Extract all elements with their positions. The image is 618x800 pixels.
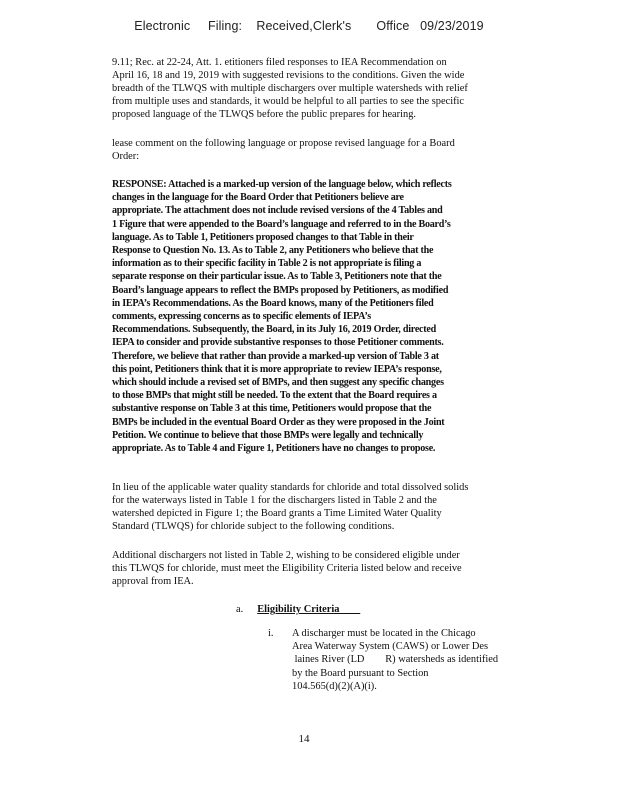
section-title: Eligibility Criteria bbox=[257, 604, 361, 615]
text-line: April 16, 18 and 19, 2019 with suggested revisions to the conditions. Given the wide bbox=[112, 70, 465, 82]
text-line: which should include a revised set of BMPs, and then suggest any specific changes bbox=[112, 377, 444, 389]
text-line: In lieu of the applicable water quality standards for chloride and total dissolved solids bbox=[112, 482, 469, 493]
text-line: breadth of the TLWQS with multiple dischargers over multiple watersheds with relief bbox=[112, 83, 468, 95]
intro-paragraph bbox=[112, 56, 468, 121]
text-line: from multiple uses and standards, it would be helpful to all parties to see the specific bbox=[112, 96, 465, 108]
list-item-text bbox=[292, 627, 502, 693]
text-line: A discharger must be located in the Chicago bbox=[292, 628, 476, 639]
question-paragraph bbox=[112, 137, 462, 163]
text-line: substantive response on Table 3 at this time, Petitioners would propose that the bbox=[112, 403, 432, 415]
response-label: RESPONSE: bbox=[112, 179, 167, 190]
additional-dischargers-paragraph bbox=[112, 549, 462, 588]
response-paragraph bbox=[112, 178, 452, 455]
section-heading-eligibility bbox=[236, 604, 360, 615]
page-number: 14 bbox=[298, 733, 310, 745]
section-letter: a. bbox=[236, 604, 244, 615]
text-line: separate response on their particular issue. As to Table 3, Petitioners note that the bbox=[112, 271, 442, 283]
text-line: approval from IEA. bbox=[112, 576, 194, 588]
text-line: in IEPA’s Recommendations. As the Board knows, many of the Petitioners filed bbox=[112, 297, 434, 309]
text-line: Recommendations. Subsequently, the Board, in its July 16, 2019 Order, directed bbox=[112, 324, 436, 336]
text-line: 9.11; Rec. at 22-24, Att. 1. etitioners filed responses to IEA Recommendation on bbox=[112, 57, 447, 68]
text-line: laines River (LD R) watersheds as identified bbox=[292, 654, 499, 666]
text-line: watershed depicted in Figure 1; the Board grants a Time Limited Water Quality bbox=[112, 508, 442, 520]
text-line bbox=[112, 178, 452, 191]
text-line: to those BMPs that might still be needed. To the extent that the Board requires a bbox=[112, 390, 437, 402]
response-first-line: Attached is a marked-up version of the language below, which reflects bbox=[166, 179, 452, 190]
text-line: for the waterways listed in Table 1 for the dischargers listed in Table 2 and the bbox=[112, 495, 437, 507]
text-line: Board’s language appears to reflect the BMPs proposed by Petitioners, as modified bbox=[112, 284, 449, 296]
text-line: Petition. We continue to believe that those BMPs were legally and technically bbox=[112, 429, 424, 441]
filing-header: Electronic Filing: Received,Clerk's Office 09/23/2019 bbox=[134, 19, 484, 33]
text-line: by the Board pursuant to Section bbox=[292, 667, 429, 679]
text-line: this point, Petitioners think that it is more appropriate to review IEPA’s response, bbox=[112, 363, 442, 375]
text-line: appropriate. The attachment does not include revised versions of the 4 Tables and bbox=[112, 205, 443, 217]
text-line: appropriate. As to Table 4 and Figure 1, Petitioners have no changes to propose. bbox=[112, 443, 436, 455]
text-line: Additional dischargers not listed in Table 2, wishing to be considered eligible under bbox=[112, 550, 460, 561]
text-line: 1 Figure that were appended to the Board’s language and referred to in the Board’s bbox=[112, 218, 451, 230]
text-line: comments, expressing concerns as to specific elements of IEPA’s bbox=[112, 311, 371, 323]
lieu-paragraph bbox=[112, 481, 469, 533]
text-line: Response to Question No. 13. As to Table 2, any Petitioners who believe that the bbox=[112, 245, 434, 257]
text-line: Area Waterway System (CAWS) or Lower Des bbox=[292, 641, 489, 653]
text-line: IEPA to consider and provide substantive responses to those Petitioner comments. bbox=[112, 337, 444, 349]
text-line: proposed language of the TLWQS before the public prepares for hearing. bbox=[112, 109, 417, 121]
text-line: information as to their specific facility in Table 2 is not appropriate is filing a bbox=[112, 258, 422, 270]
text-line: Therefore, we believe that rather than provide a marked-up version of Table 3 at bbox=[112, 350, 439, 362]
text-line: 104.565(d)(2)(A)(i). bbox=[292, 680, 377, 692]
text-line: lease comment on the following language or propose revised language for a Board bbox=[112, 138, 455, 149]
text-line: Standard (TLWQS) for chloride subject to the following conditions. bbox=[112, 521, 395, 533]
text-line: BMPs be included in the eventual Board Order as they were proposed in the Joint bbox=[112, 416, 445, 428]
text-line: changes in the language for the Board Order that Petitioners believe are bbox=[112, 192, 404, 204]
list-numeral: i. bbox=[268, 628, 274, 639]
text-line: Order: bbox=[112, 151, 140, 163]
text-line: language. As to Table 1, Petitioners proposed changes to that Table in their bbox=[112, 231, 414, 243]
text-line: this TLWQS for chloride, must meet the Eligibility Criteria listed below and receive bbox=[112, 563, 462, 575]
